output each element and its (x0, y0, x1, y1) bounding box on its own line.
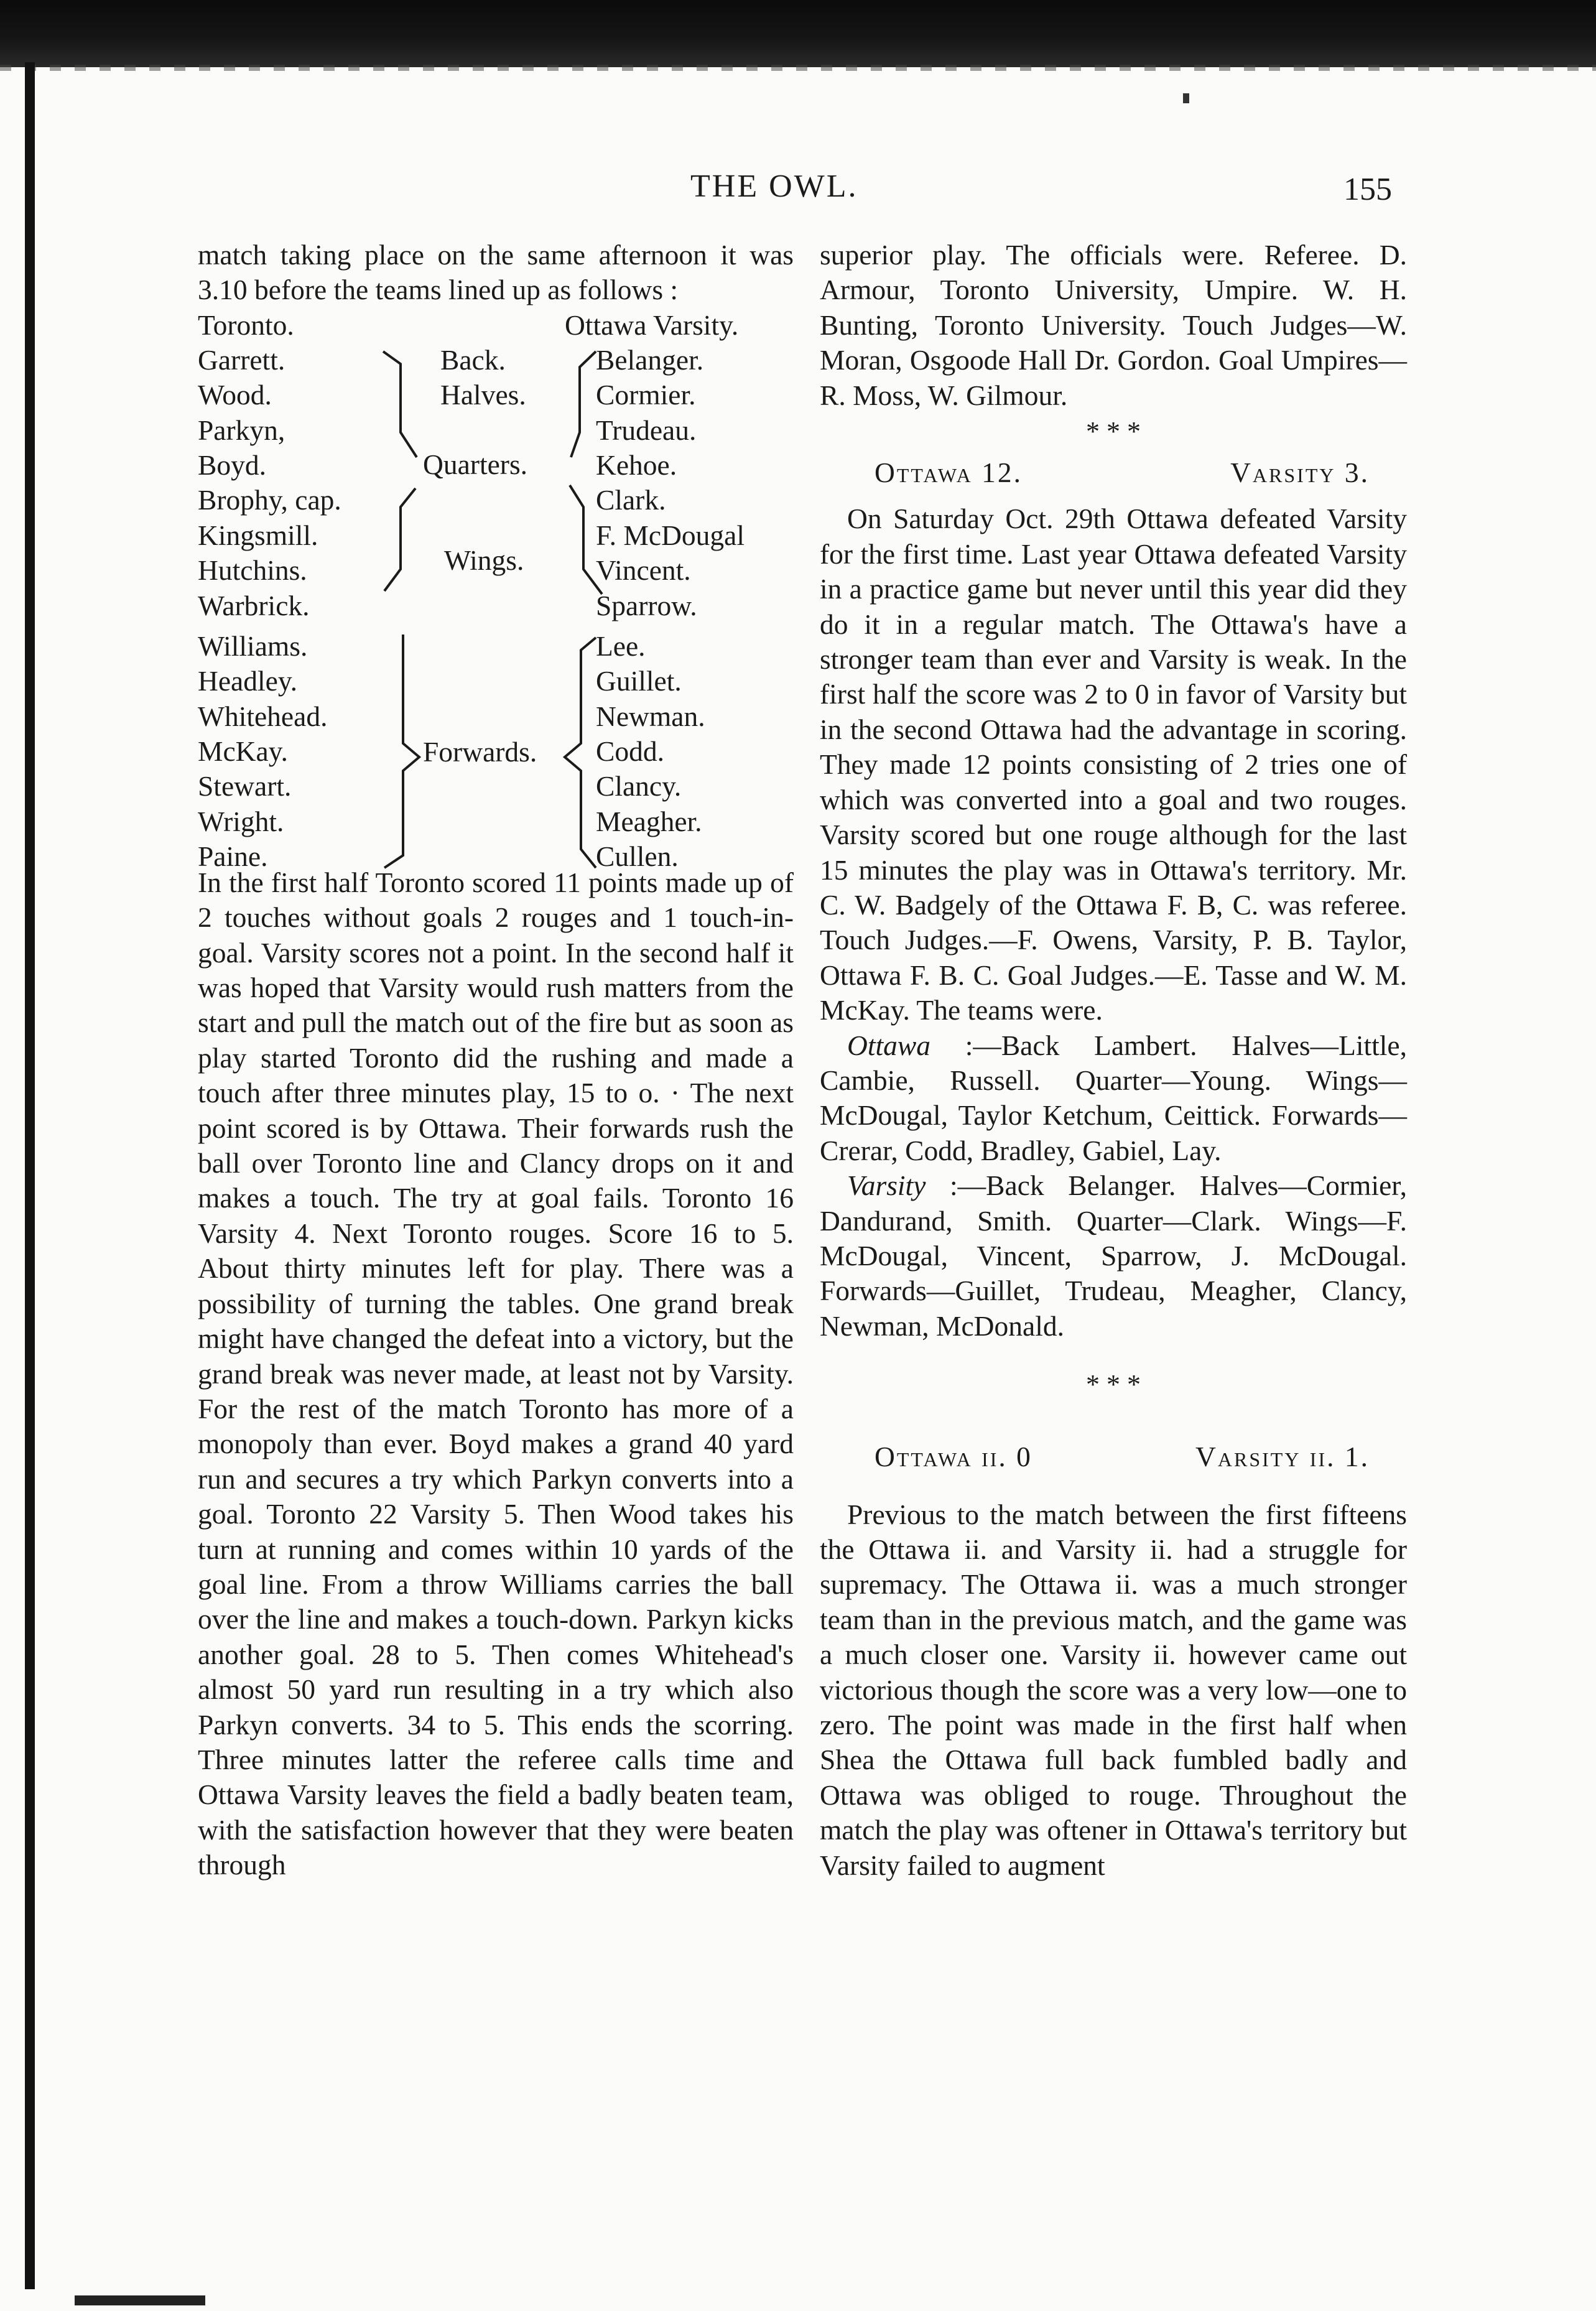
player-name: Clancy. (596, 770, 682, 802)
officials-paragraph: superior play. The officials were. Referee. D. Armour, Toronto University, Umpire. W. H. Bunting, Toronto University. Touch Judges—W. Moran, Osgoode Hall Dr. Gordon. Goal Umpires—R. Moss, W. Gilmour. (820, 239, 1407, 411)
match2-home-score: Ottawa ii. 0 (875, 1441, 1032, 1473)
match-report-toronto: In the first half Toronto scored 11 points made up of 2 touches without goals 2 rouges and 1 touch-in-goal. Varsity scores not a point. In the second half it was hoped that Varsity would rush matters from the start and pull the match out of the fire but as soon as play started Toronto did the rushing and made a touch after three minutes play, 15 to o. · The next point scored is by Ottawa. Their forwards rush the ball over Toronto line and Clancy drops on it and makes a touch. The try at goal fails. Toronto 16 Varsity 4. Next Toronto rouges. Score 16 to 5. About thirty minutes left for play. There was a possibility of turning the tables. One grand break might have changed the defeat into a victory, but the grand break was never made, at least not by Varsity. For the rest of the match Toronto has more of a monopoly than ever. Boyd makes a grand 40 yard run and secures a try which Parkyn converts into a goal. Toronto 22 Varsity 5. Then Wood takes his turn at running and comes within 10 yards of the goal line. From a throw Williams carries the ball over the line and makes a touch-down. Parkyn kicks another goal. 28 to 5. Then comes Whitehead's almost 50 yard run resulting in a try which also Parkyn converts. 34 to 5. This ends the scorring. Three minutes latter the referee calls time and Ottawa Varsity leaves the field a badly beaten team, with the satisfaction however that they were beaten through (198, 866, 794, 1881)
brace-wings-left (384, 488, 415, 591)
section-stars: * * * (1086, 416, 1141, 447)
player-name: Codd. (596, 735, 664, 767)
right-column (820, 238, 1407, 1883)
position-halves: Halves. (440, 378, 526, 411)
lineup-table (198, 308, 794, 873)
match2-report: Previous to the match between the first fifteens the Ottawa ii. and Varsity ii. had a struggle for supremacy. The Ottawa ii. was a much stronger team than in the previous match, and the game was a much closer one. Varsity ii. however came out victorious though the score was a very low—one to zero. The point was made in the first half when Shea the Ottawa full back fumbled badly and Ottawa was obliged to rouge. Throughout the match the play was oftener in Ottawa's territory but Varsity failed to augment (820, 1498, 1407, 1881)
position-back: Back. (440, 343, 506, 376)
ottawa-team-paragraph (820, 1028, 1407, 1169)
brace-wings-right (570, 485, 602, 594)
brace-forwards-left (384, 635, 419, 868)
ottawa-team-label: Ottawa (847, 1029, 930, 1061)
match1-report: On Saturday Oct. 29th Ottawa defeated Varsity for the first time. Last year Ottawa defeated Varsity in a practice game but never until this year did they do it in a regular match. The Ottawa's have a stronger team than ever and Varsity is weak. In the first half the score was 2 to 0 in favor of Varsity but in the second Ottawa had the advantage in scoring. They made 12 points consisting of 2 tries one of which was converted into a goal and two rouges. Varsity scored but one rouge although for the last 15 minutes the play was in Ottawa's territory. Mr. C. W. Badgely of the Ottawa F. B, C. was referee. Touch Judges.—F. Owens, Varsity, P. B. Taylor, Ottawa F. B. C. Goal Judges.—E. Tasse and W. M. McKay. The teams were. (820, 503, 1407, 1026)
match2-heading (820, 1439, 1407, 1474)
player-name: Newman. (596, 700, 705, 732)
player-name: Garrett. (198, 343, 285, 376)
player-name: Lee. (596, 630, 646, 662)
player-name: Meagher. (596, 805, 702, 837)
scan-top-border (0, 0, 1596, 67)
position-quarters: Quarters. (423, 448, 528, 480)
running-title: THE OWL. (690, 169, 858, 204)
player-name: Belanger. (596, 343, 704, 376)
scan-left-border (25, 62, 35, 2289)
player-name: Parkyn, (198, 414, 285, 446)
section-stars-2: * * * (1086, 1369, 1141, 1400)
player-name: Williams. (198, 630, 308, 662)
player-name: Vincent. (596, 554, 691, 587)
brace-backs-right (571, 351, 596, 457)
match2-away-score: Varsity ii. 1. (1195, 1441, 1370, 1473)
lineup-braces (198, 308, 794, 865)
player-name: Paine. (198, 840, 268, 873)
player-name: Kingsmill. (198, 519, 318, 551)
varsity-team-paragraph (820, 1168, 1407, 1344)
position-forwards: Forwards. (423, 735, 537, 768)
match1-home-score: Ottawa 12. (875, 457, 1023, 489)
ottawa-team-list: :—Back Lambert. Halves—Little, Cambie, Russell. Quarter—Young. Wings—McDougal, Taylor Ketchum, Ceittick. Forwards—Crerar, Codd, Bradley, Gabiel, Lay. (820, 1029, 1407, 1166)
player-name: Cormier. (596, 379, 696, 411)
lineup-intro: match taking place on the same afternoon it was 3.10 before the teams lined up as follows : (198, 239, 794, 306)
player-name: Warbrick. (198, 589, 310, 621)
ottawa-header: Ottawa Varsity. (565, 309, 739, 341)
player-name: Brophy, cap. (198, 484, 341, 516)
brace-backs-left (383, 351, 417, 457)
player-name: McKay. (198, 735, 288, 767)
player-name: Whitehead. (198, 700, 328, 732)
match1-heading (820, 455, 1407, 490)
player-name: F. McDougal (596, 519, 745, 551)
player-name: Wood. (198, 379, 272, 411)
varsity-team-label: Varsity (847, 1169, 926, 1202)
page-number: 155 (1343, 172, 1392, 207)
player-name: Sparrow. (596, 589, 697, 621)
player-name: Hutchins. (198, 554, 307, 587)
player-name: Clark. (596, 484, 666, 516)
player-name: Headley. (198, 665, 298, 697)
toronto-header: Toronto. (198, 309, 294, 341)
player-name: Boyd. (198, 449, 266, 481)
player-name: Kehoe. (596, 449, 677, 481)
player-name: Wright. (198, 805, 284, 837)
brace-forwards-right (565, 638, 596, 868)
position-wings: Wings. (444, 544, 524, 576)
scan-foot-mark (75, 2295, 205, 2305)
player-name: Trudeau. (596, 414, 697, 446)
match1-away-score: Varsity 3. (1230, 457, 1370, 489)
player-name: Cullen. (596, 840, 679, 873)
scan-speck (1183, 93, 1189, 103)
varsity-team-list: :—Back Belanger. Halves—Cormier, Dandurand, Smith. Quarter—Clark. Wings—F. McDougal, Vincent, Sparrow, J. McDougal. Forwards—Guillet, Trudeau, Meagher, Clancy, Newman, McDonald. (820, 1169, 1407, 1342)
player-name: Guillet. (596, 665, 682, 697)
player-name: Stewart. (198, 770, 292, 802)
left-column (198, 238, 794, 1883)
